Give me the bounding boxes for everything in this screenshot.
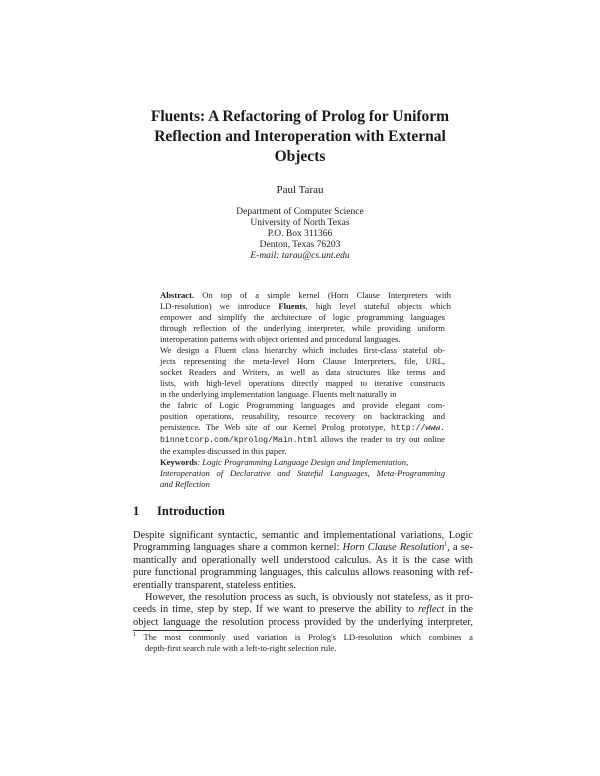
body-text-span: ceeds in time, step by step. If we want to preserve the ability to (133, 604, 414, 616)
abstract-line (160, 301, 451, 312)
body-line: object language the resolution process provided by the underlying interpreter, (133, 616, 473, 628)
author-name: Paul Tarau (276, 184, 324, 196)
body-text-span: , a se- (447, 542, 473, 554)
kernel-prolog-url[interactable]: http://www. (390, 424, 446, 433)
footnote (133, 632, 473, 654)
footnote-ref[interactable]: 1 (444, 541, 448, 548)
footnote-rule (133, 630, 213, 631)
affiliation-dept: Department of Computer Science (236, 207, 364, 217)
footnote-line (133, 632, 473, 643)
affiliation-email (175, 251, 425, 262)
body-line (133, 604, 473, 616)
horn-clause-term: Horn Clause Resolution (342, 542, 445, 554)
email-label: E-mail: (250, 251, 280, 261)
abstract-line (160, 434, 445, 446)
abstract-line: lists, with high-level operations directly mapped to iterative constructs (160, 378, 445, 388)
title-line-3: Objects (274, 148, 326, 165)
section-heading (133, 503, 473, 519)
abstract-line: interoperation patterns with object oriented and procedural languages. (160, 334, 401, 344)
keywords-line: Interoperation of Declarative and Stateful Languages, Meta-Programming (160, 468, 445, 478)
keywords-line (160, 457, 445, 468)
body-line: erentially transparent, stateless entities. (133, 579, 297, 591)
abstract (160, 290, 451, 490)
keywords-text: : Logic Programming Language Design and Implementation, (197, 457, 409, 467)
abstract-text: On top of a simple kernel (Horn Clause Interpreters with (202, 290, 451, 300)
abstract-line: in the underlying implementation language. Fluents melt naturally in (160, 389, 397, 399)
email-address: tarau@cs.unt.edu (281, 251, 350, 261)
fluents-term: Fluents (278, 301, 306, 311)
abstract-line: position operations, reusability, resource recovery on backtracking and (160, 411, 445, 421)
title-line-2: Reflection and Interoperation with External (154, 128, 446, 145)
abstract-line: through reflection of the underlying interpreter, while providing uniform (160, 323, 445, 333)
paper-title (100, 107, 500, 167)
abstract-text: allows the reader to try out online (320, 434, 445, 444)
footnote-mark: 1 (133, 632, 136, 639)
abstract-heading: Abstract. (160, 290, 195, 300)
keywords-label: Keywords (160, 457, 198, 467)
body-line: pure functional programming languages, this calculus allows reasoning with ref- (133, 567, 473, 579)
body-text-span: in the (448, 604, 473, 616)
footnote-line: depth-first search rule with a left-to-right selection rule. (145, 643, 337, 653)
body-line: mantically and operationally well understood calculus. As it is the case with (133, 554, 473, 566)
abstract-line: socket Readers and Writers, as well as data structures like terms and (160, 367, 445, 377)
body-text-span: Programming languages share a common kernel: (133, 542, 340, 554)
abstract-line: the fabric of Logic Programming languages and provide elegant com- (160, 400, 445, 410)
abstract-line: empower and simplify the architecture of logic programming languages (160, 312, 445, 322)
abstract-line: the examples discussed in this paper. (160, 446, 287, 456)
abstract-text: LD-resolution) we introduce (160, 301, 271, 311)
body-text (133, 530, 473, 629)
abstract-line (160, 290, 451, 301)
abstract-text: persistence. The Web site of our Kernel Prolog prototype, (160, 422, 386, 432)
body-line: However, the resolution process as such, is obviously not stateless, as it pro- (145, 592, 473, 604)
body-line (133, 542, 473, 554)
affiliation (175, 207, 425, 262)
footnote-text: The most commonly used variation is Prolog's LD-resolution which combines a (143, 632, 473, 642)
keywords-line: and Reflection (160, 479, 210, 489)
abstract-line: We design a Fluent class hierarchy which includes first-class stateful ob- (160, 345, 445, 355)
title-line-1: Fluents: A Refactoring of Prolog for Uniform (150, 108, 450, 125)
abstract-text: , high level stateful objects which (305, 301, 451, 311)
affiliation-university: University of North Texas (250, 218, 350, 228)
affiliation-city: Denton, Texas 76203 (259, 240, 341, 250)
abstract-line: jects representing the meta-level Horn Clause Interpreters, file, URL, (160, 356, 445, 366)
section-number: 1 (133, 504, 140, 518)
reflect-term: reflect (417, 604, 445, 616)
kernel-prolog-url-cont[interactable]: binnetcorp.com/kprolog/Main.html (160, 436, 318, 445)
body-line: Despite significant syntactic, semantic and implementational variations, Logic (133, 530, 473, 541)
section-title: Introduction (157, 504, 225, 518)
affiliation-po-box: P.O. Box 311366 (267, 229, 333, 239)
abstract-line (160, 422, 445, 434)
